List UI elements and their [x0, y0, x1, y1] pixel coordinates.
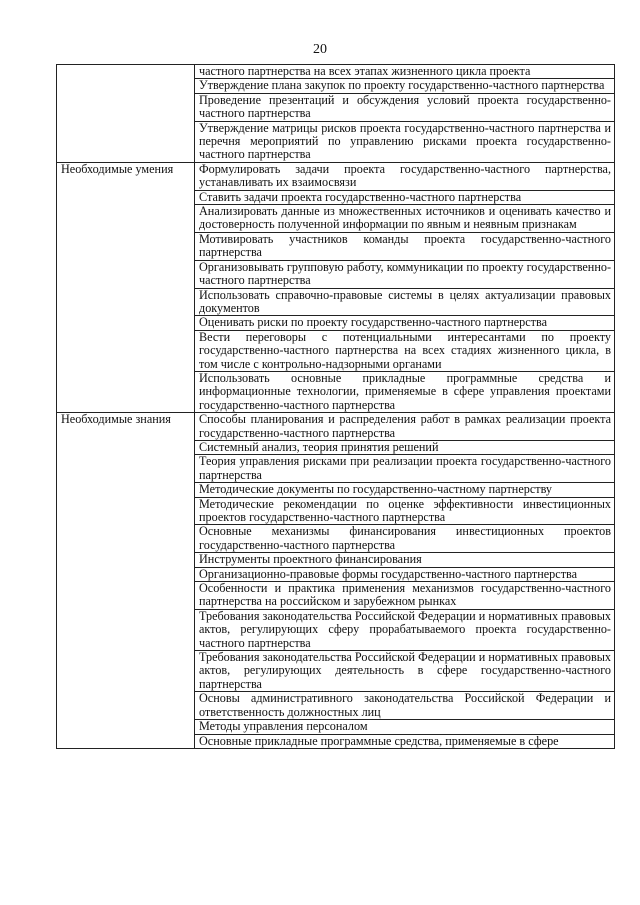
requirement-item: Методические рекомендации по оценке эффективности инвестиционных проектов государственно-частного партнерства: [195, 497, 615, 525]
requirement-item: Вести переговоры с потенциальными интересантами по проекту государственно-частного партнерства на всех стадиях жизненного цикла, в том числе с контрольно-надзорными органами: [195, 330, 615, 371]
table-row: [57, 162, 615, 190]
requirement-item: Способы планирования и распределения работ в рамках реализации проекта государственно-частного партнерства: [195, 413, 615, 441]
requirement-item: Теория управления рисками при реализации проекта государственно-частного партнерства: [195, 455, 615, 483]
requirement-item: Ставить задачи проекта государственно-частного партнерства: [195, 190, 615, 204]
requirement-item: Организационно-правовые формы государственно-частного партнерства: [195, 567, 615, 581]
requirement-item: Основные прикладные программные средства, применяемые в сфере: [195, 734, 615, 748]
requirement-item: Организовывать групповую работу, коммуникации по проекту государственно-частного партнерства: [195, 260, 615, 288]
requirement-item: Методические документы по государственно-частному партнерству: [195, 483, 615, 497]
requirement-item: Системный анализ, теория принятия решений: [195, 440, 615, 454]
section-label: Необходимые знания: [57, 413, 195, 749]
requirement-item: Использовать основные прикладные программные средства и информационные технологии, применяемые в сфере управления проектами государственно-частного партнерства: [195, 371, 615, 412]
requirement-item: Основные механизмы финансирования инвестиционных проектов государственно-частного партнерства: [195, 525, 615, 553]
requirement-item: частного партнерства на всех этапах жизненного цикла проекта: [195, 65, 615, 79]
requirement-item: Оценивать риски по проекту государственно-частного партнерства: [195, 316, 615, 330]
table-row: [57, 413, 615, 441]
requirements-table-body: [57, 65, 615, 749]
requirement-item: Основы административного законодательства Российской Федерации и ответственность должностных лиц: [195, 692, 615, 720]
requirement-item: Утверждение матрицы рисков проекта государственно-частного партнерства и перечня мероприятий по управлению рисками проекта государственно-частного партнерства: [195, 121, 615, 162]
requirement-item: Инструменты проектного финансирования: [195, 553, 615, 567]
requirement-item: Требования законодательства Российской Федерации и нормативных правовых актов, регулирующих сферу прорабатываемого проекта государственно-частного партнерства: [195, 609, 615, 650]
requirement-item: Анализировать данные из множественных источников и оценивать качество и достоверность полученной информации по явным и неявным признакам: [195, 205, 615, 233]
requirement-item: Особенности и практика применения механизмов государственно-частного партнерства на российском и зарубежном рынках: [195, 582, 615, 610]
table-row: [57, 65, 615, 79]
section-label: Необходимые умения: [57, 162, 195, 412]
requirement-item: Мотивировать участников команды проекта государственно-частного партнерства: [195, 232, 615, 260]
requirement-item: Использовать справочно-правовые системы в целях актуализации правовых документов: [195, 288, 615, 316]
requirements-table: [56, 64, 615, 749]
requirement-item: Утверждение плана закупок по проекту государственно-частного партнерства: [195, 79, 615, 93]
page-number: 20: [313, 42, 327, 57]
requirement-item: Формулировать задачи проекта государственно-частного партнерства, устанавливать их взаимосвязи: [195, 162, 615, 190]
requirement-item: Проведение презентаций и обсуждения условий проекта государственно-частного партнерства: [195, 93, 615, 121]
requirement-item: Методы управления персоналом: [195, 720, 615, 734]
requirement-item: Требования законодательства Российской Федерации и нормативных правовых актов, регулирующих деятельность в сфере государственно-частного партнерства: [195, 651, 615, 692]
section-label: [57, 65, 195, 163]
